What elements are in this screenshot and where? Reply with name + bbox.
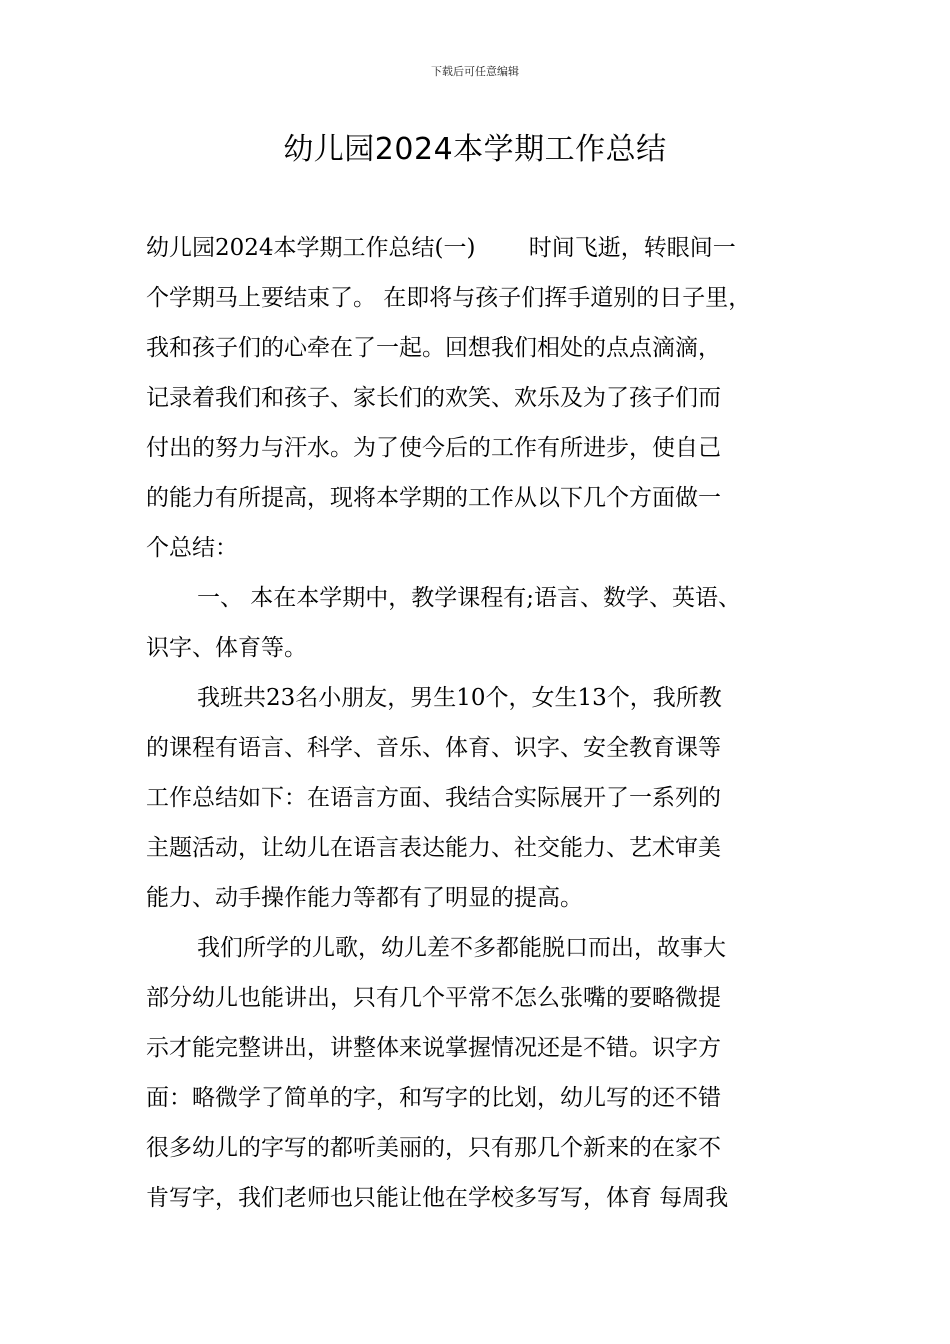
body-line: 肯写字，我们老师也只能让他在学校多写写，体育 每周我 <box>146 1185 729 1211</box>
body-line: 我班共23名小朋友，男生10个，女生13个，我所教 <box>197 685 722 711</box>
body-line: 一、 本在本学期中，教学课程有;语言、数学、英语、 <box>197 585 742 611</box>
body-line: 示才能完整讲出，讲整体来说掌握情况还是不错。识字方 <box>146 1035 721 1061</box>
body-line: 面：略微学了简单的字，和写字的比划，幼儿写的还不错 <box>146 1085 721 1111</box>
body-line: 识字、体育等。 <box>146 635 307 661</box>
body-line: 部分幼儿也能讲出，只有几个平常不怎么张嘴的要略微提 <box>146 985 721 1011</box>
body-line: 我们所学的儿歌，幼儿差不多都能脱口而出，故事大 <box>197 935 726 961</box>
body-line: 我和孩子们的心牵在了一起。回想我们相处的点点滴滴， <box>146 335 721 361</box>
page-header-note: 下载后可任意编辑 <box>431 65 519 78</box>
body-line: 的能力有所提高，现将本学期的工作从以下几个方面做一 <box>146 485 721 511</box>
body-line: 能力、动手操作能力等都有了明显的提高。 <box>146 885 583 911</box>
body-line: 很多幼儿的字写的都听美丽的，只有那几个新来的在家不 <box>146 1135 721 1161</box>
body-line: 工作总结如下：在语言方面、我结合实际展开了一系列的 <box>146 785 721 811</box>
body-line: 的课程有语言、科学、音乐、体育、识字、安全教育课等 <box>146 735 721 761</box>
body-line: 个总结： <box>146 535 238 561</box>
document-title: 幼儿园2024本学期工作总结 <box>283 132 667 167</box>
body-line: 幼儿园2024本学期工作总结(一) 时间飞逝，转眼间一 <box>146 235 736 261</box>
body-line: 付出的努力与汗水。为了使今后的工作有所进步，使自己 <box>146 435 721 461</box>
body-line: 个学期马上要结束了。 在即将与孩子们挥手道别的日子里， <box>146 285 752 311</box>
body-line: 主题活动，让幼儿在语言表达能力、社交能力、艺术审美 <box>146 835 721 861</box>
body-line: 记录着我们和孩子、家长们的欢笑、欢乐及为了孩子们而 <box>146 385 721 411</box>
